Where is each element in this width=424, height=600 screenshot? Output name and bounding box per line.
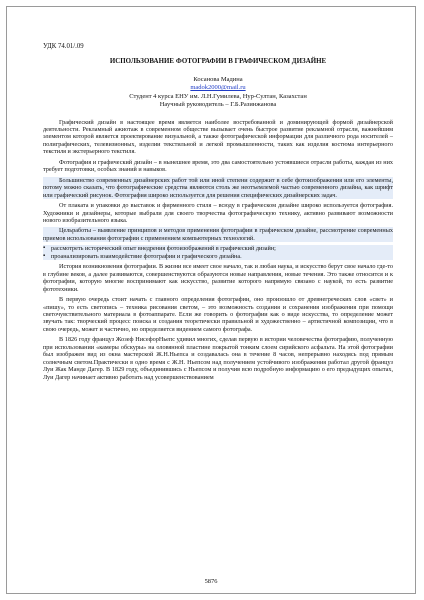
author-block: [43, 76, 393, 110]
page-number: 5876: [204, 578, 218, 585]
list-item: ▪ проанализировать взаимодействие фотографии и графического дизайна.: [43, 253, 393, 260]
supervisor: Научный руководитель – Г.Б.Разинжанова: [159, 101, 277, 109]
page-content: [43, 43, 393, 384]
author-name: Косанова Мадина: [193, 75, 243, 83]
list-item: ▪ рассмотреть исторический опыт внедрения фотоизображений в графический дизайн;: [43, 245, 393, 252]
paragraph-7: В первую очередь стоит начать с главного определения фотографии, оно произошло от древнегреческих слов «свет» и «пишу», то есть светопись – техника рисования светом, – это возможность создания и сохранения изображения при помощи светочувствительного материала в фотоаппарате. Если же говорить о фотографии как о виде искусства, то определение может звучать так: творческий процесс поиска и создания теоретически правильной и художественно – артистичной композиции, что в свою очередь, может и частично, но определяется видением самого фотографа.: [43, 296, 393, 333]
goals-list: [43, 245, 393, 260]
paragraph-3: Большинство современных дизайнерских работ той или иной степени содержит в себе фотоизображения или его элементы, потому можно сказать, что фотографические средства являются столь же неотъемлемой частью современного дизайна, как шрифт или графический рисунок. Фотография широко используется для решения специфических дизайнерских задач.: [43, 176, 393, 199]
article-title: ИСПОЛЬЗОВАНИЕ ФОТОГРАФИИ В ГРАФИЧЕСКОМ ДИЗАЙНЕ: [109, 58, 327, 66]
author-affiliation: Студент 4 курса ЕНУ им. Л.Н.Гумилева, Нур-Султан, Казахстан: [129, 92, 307, 100]
paragraph-2: Фотография и графический дизайн – в нынешнее время, это два самостоятельно устоявшиеся отрасли работы, каждая из них требует подготовки, особых знаний и навыков.: [43, 158, 393, 174]
document-page: [6, 6, 416, 594]
udk-code: УДК 74.01/.09: [43, 43, 84, 50]
paragraph-4: От плаката и упаковки до выставок и фирменного стиля – всюду в графическом дизайне широко используется фотография. Художники и дизайнеры, которые выбрали для своего творчества фотографическую технику, активно развивают возможности нового изобразительного языка.: [43, 202, 393, 224]
author-email-link[interactable]: madok2000@mail.ru: [190, 84, 246, 92]
paragraph-6: История возникновения фотографии. В жизни все имеет свое начало, так и любая наука, и искусство берут свое начало где-то в глубине веков, а далее развиваются, совершенствуются образуются новые направления, новые течения. Это также относится и к фотографии, которую многие воспринимают как искусство, развитие которого напрямую связано с наукой, то есть развитие фототехники.: [43, 263, 393, 293]
paragraph-1: Графический дизайн в настоящее время является наиболее востребованной и доминирующей формой дизайнерской деятельности. Рекламный ажиотаж в современном обществе вызывает очень быстрое развитие рекламной отрасли, важнейшим элементом которой является проектирование визуальной, а также фотографической информации для различного рода носителей – полиграфических, телевизионных, изделии текстильной и легкой промышленности, таких как изделия костюма интерьерного текстиля и экстерьерного текстиля.: [43, 118, 393, 156]
paragraph-8: В 1826 году француз Жозеф НисефорНьепс удивил многих, сделав первую в истории человечества фотографию, полученную при использовании «камеры обскуры» на оловянной пластине покрытой тонким слоем сирийского асфальта. На этой фотографии был изображен вид из окна мастерской Ж.Н.Ньепса и создавалась она в течение 8 часов, непрерывно находясь под прямым солнечным светом.Практически в одно время с Ж.Н. Ньепсом над получением устойчивого изображения работал другой француз Луи Жак Манде Дагер. В 1829 году, объединившись с Ньепсом и получив всю подробную информацию о его предыдущих опытах, Луи Дагер начинает активно работать над усовершенствованием: [43, 336, 393, 381]
paragraph-5: Цельработы – выявление принципов и методов применения фотографии в графическом дизайне, рассмотрение современных приемов использования фотографии с применением компьютерных технологий.: [43, 227, 393, 242]
